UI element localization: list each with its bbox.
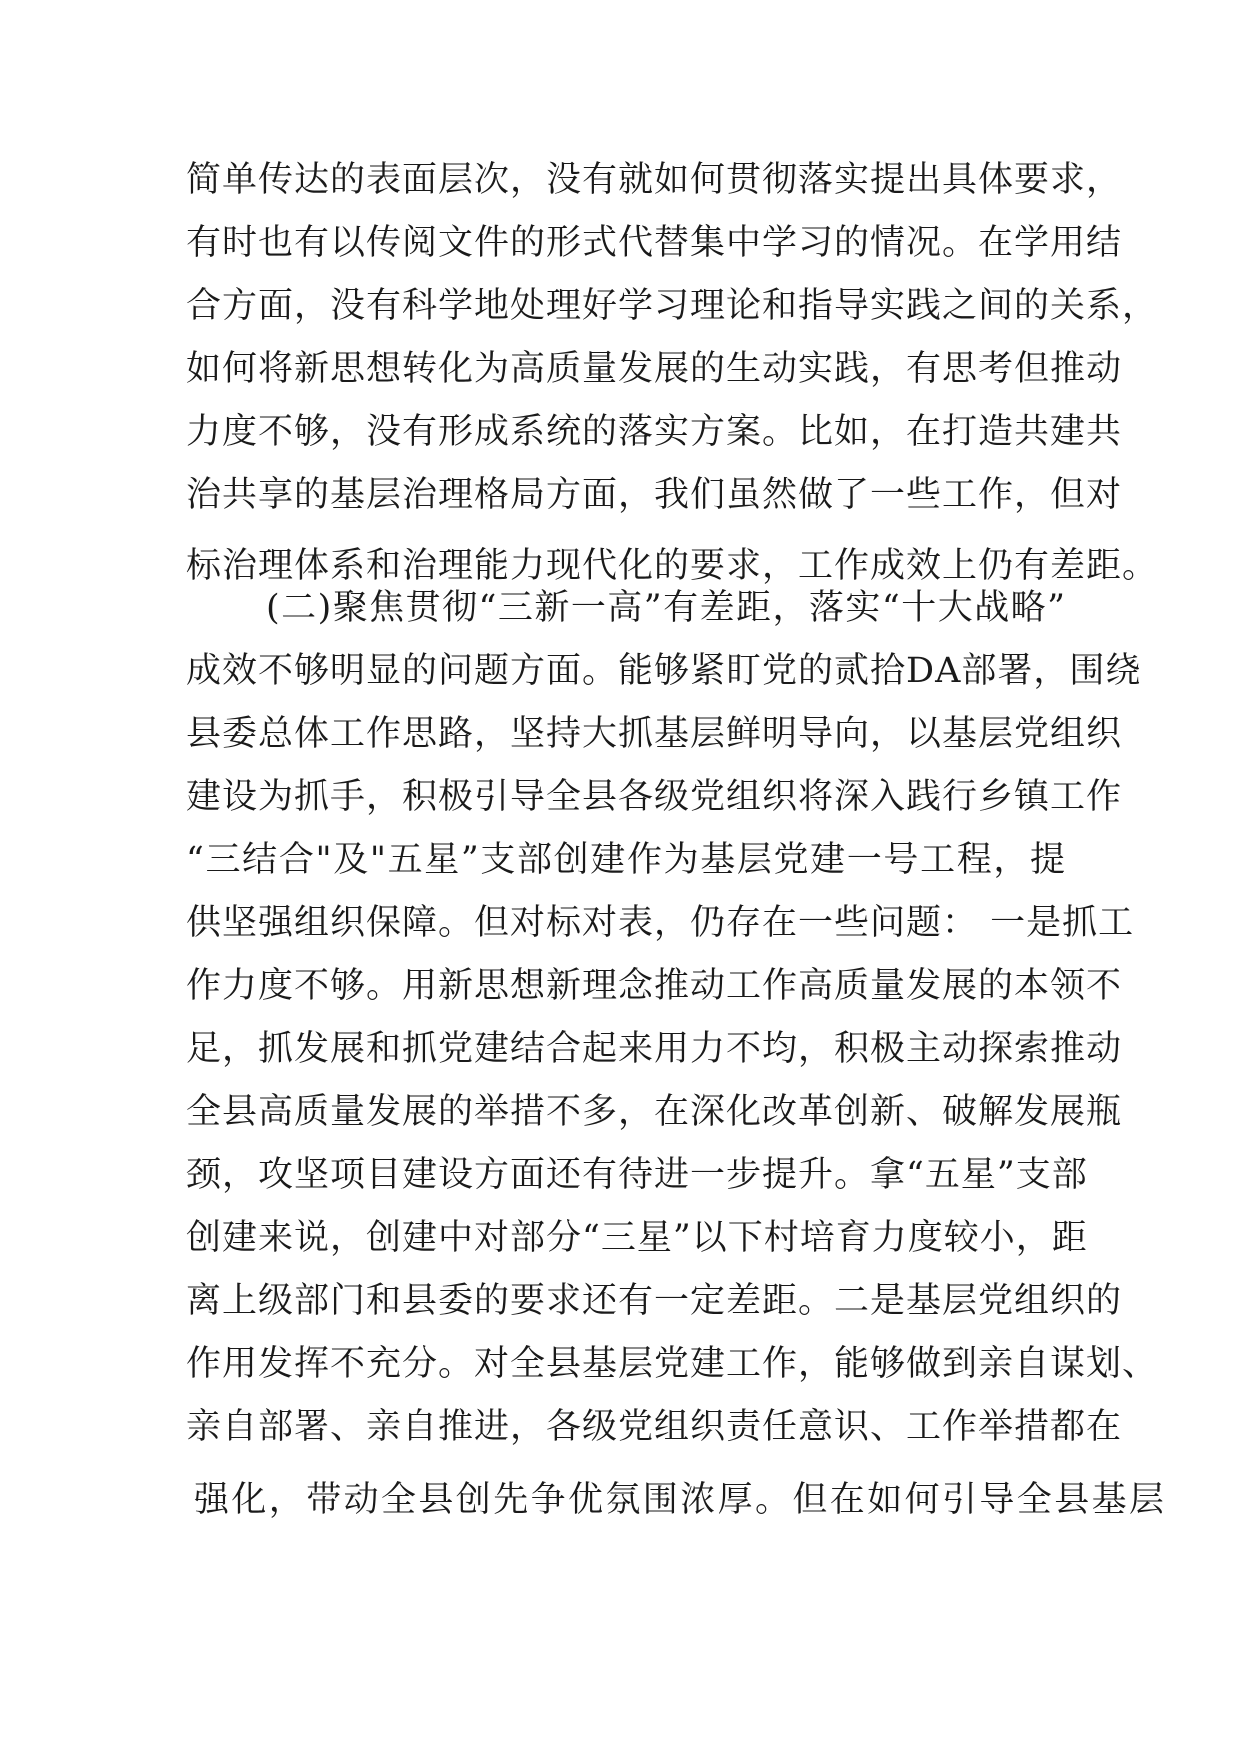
- text-line: 强化，带动全县创先争优氛围浓厚。但在如何引导全县基层: [194, 1480, 1167, 1520]
- text-line: 颈，攻坚项目建设方面还有待进一步提升。拿“五星”支部: [186, 1155, 1088, 1195]
- text-line: 全县高质量发展的举措不多，在深化改革创新、破解发展瓶: [186, 1092, 1123, 1132]
- text-line: 足，抓发展和抓党建结合起来用力不均，积极主动探索推动: [186, 1029, 1123, 1069]
- text-line: 建设为抓手，积极引导全县各级党组织将深入践行乡镇工作: [186, 777, 1123, 817]
- text-line: 标治理体系和治理能力现代化的要求，工作成效上仍有差距。: [186, 546, 1159, 586]
- text-line: 亲自部署、亲自推进，各级党组织责任意识、工作举措都在: [186, 1407, 1123, 1447]
- text-line: 简单传达的表面层次，没有就如何贯彻落实提出具体要求，: [186, 160, 1123, 200]
- text-line: 有时也有以传阅文件的形式代替集中学习的情况。在学用结: [186, 223, 1123, 263]
- section-heading-line: (二)聚焦贯彻“三新一高”有差距，落实“十大战略”: [266, 588, 1066, 628]
- text-line: 作用发挥不充分。对全县基层党建工作，能够做到亲自谋划、: [186, 1344, 1159, 1384]
- text-line: 成效不够明显的问题方面。能够紧盯党的贰拾DA部署，围绕: [186, 651, 1142, 691]
- text-line: 如何将新思想转化为高质量发展的生动实践，有思考但推动: [186, 349, 1123, 389]
- text-line: 供坚强组织保障。但对标对表，仍存在一些问题： 一是抓工: [186, 903, 1135, 943]
- text-line: 治共享的基层治理格局方面，我们虽然做了一些工作，但对: [186, 475, 1123, 515]
- text-line: 作力度不够。用新思想新理念推动工作高质量发展的本领不: [186, 966, 1123, 1006]
- text-line: 离上级部门和县委的要求还有一定差距。二是基层党组织的: [186, 1281, 1123, 1321]
- text-line: 县委总体工作思路，坚持大抓基层鲜明导向，以基层党组织: [186, 714, 1123, 754]
- text-line: 合方面，没有科学地处理好学习理论和指导实践之间的关系，: [186, 286, 1159, 326]
- text-line: “三结合"及"五星”支部创建作为基层党建一号工程，提: [186, 840, 1066, 880]
- text-line: 创建来说，创建中对部分“三星”以下村培育力度较小，距: [186, 1218, 1088, 1258]
- text-line: 力度不够，没有形成系统的落实方案。比如，在打造共建共: [186, 412, 1123, 452]
